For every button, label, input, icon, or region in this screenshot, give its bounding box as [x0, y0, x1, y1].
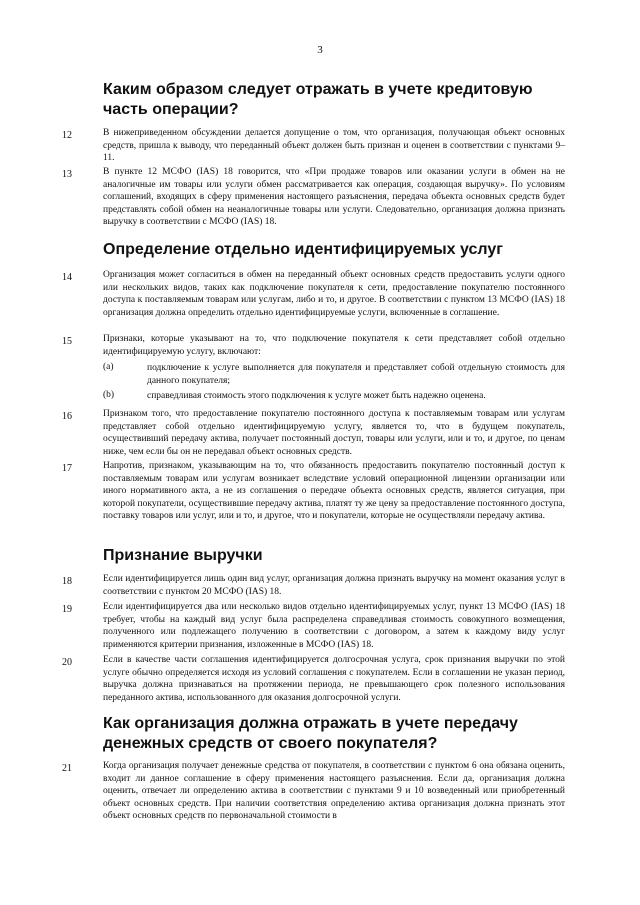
- paragraph-16: Признаком того, что предоставление покупателю постоянного доступа к поставляемым товарам или услугам представляет собой отдельно идентифицируемую услугу, является то, что в будущем покупатель, осуществивший передачу актива, получает постоянный доступ, товары или услуги, или и то, и другое, по ценам ниже, чем если бы он не передавал объект основных средств.: [103, 409, 565, 457]
- paragraph-19: Если идентифицируется два или несколько видов отдельно идентифицируемых услуг, пункт 13 МСФО (IAS) 18 требует, чтобы на каждый вид услуг была распределена справедливая стоимость совокупного возмещения, полученного или подлежащего получению в соответствии с договором, а затем к каждому виду услуг применяются критерии признания, изложенные в МСФО (IAS) 18.: [103, 602, 565, 650]
- section-heading-revenue-recognition: Признание выручки: [103, 547, 263, 564]
- paragraph-15: Признаки, которые указывают на то, что подключение покупателя к сети представляет собой отдельно идентифицируемую услугу, включают:: [103, 334, 565, 357]
- paragraph-21: Когда организация получает денежные средства от покупателя, в соответствии с пунктом 6 она обязана оценить, входит ли данное соглашение в сферу применения настоящего разъяснения. Если да, организация должна оценить, отвечает ли определению актива в соответствии с пунктами 9 и 10 возведенный или приобретенный объект основных средств. При наличии соответствия определению актива организация должна признать этот объект основных средств по первоначальной стоимости в: [103, 761, 565, 822]
- list-label-b: (b): [103, 390, 115, 400]
- paragraph-number: 20: [62, 657, 72, 668]
- paragraph-number: 16: [62, 411, 72, 422]
- paragraph-number: 21: [62, 763, 72, 774]
- paragraph-number: 18: [62, 576, 72, 587]
- paragraph-12: В нижеприведенном обсуждении делается допущение о том, что организация, получающая объект основных средств, пришла к выводу, что переданный объект должен быть признан и оценен в соответствии с пунктами 9–11.: [103, 128, 565, 164]
- section-heading-credit-side: Каким образом следует отражать в учете кредитовую часть операции?: [103, 81, 533, 118]
- paragraph-17: Напротив, признаком, указывающим на то, что обязанность предоставить покупателю постоянный доступ к поставляемым товарам или услугам возникает вследствие условий операционной лицензии организации или иного нормативного акта, а не из соглашения о передаче объекта основных средств, является ситуация, при которой покупатели, осуществившие передачу актива, платят ту же цену за предоставление постоянного доступа, поставку товаров или услуг, или и то, и другое, что и покупатели, которые не осуществляли передачу актива.: [103, 461, 565, 522]
- paragraph-number: 15: [62, 336, 72, 347]
- paragraph-number: 13: [62, 169, 72, 180]
- list-item-a: подключение к услуге выполняется для покупателя и представляет собой отдельную стоимость для данного покупателя;: [147, 363, 565, 386]
- list-label-a: (a): [103, 362, 114, 372]
- paragraph-number: 14: [62, 272, 72, 283]
- paragraph-14: Организация может согласиться в обмен на переданный объект основных средств предоставить услуги одного или нескольких видов, таких как подключение покупателя к сети, предоставление покупателю постоянного доступа к поставляемым товарам или услугам, либо и то, и другое. В соответствии с пунктом 13 МСФО (IAS) 18 организация должна определить отдельно идентифицируемые услуги, включенные в соглашение.: [103, 270, 565, 318]
- paragraph-18: Если идентифицируется лишь один вид услуг, организация должна признать выручку на момент оказания услуг в соответствии с пунктом 20 МСФО (IAS) 18.: [103, 574, 565, 597]
- paragraph-number: 12: [62, 130, 72, 141]
- paragraph-number: 17: [62, 463, 72, 474]
- section-heading-cash-transfer: Как организация должна отражать в учете передачу денежных средств от своего покупателя?: [103, 715, 518, 752]
- paragraph-number: 19: [62, 604, 72, 615]
- list-item-b: справедливая стоимость этого подключения к услуге может быть надежно оценена.: [147, 391, 486, 401]
- page-number: 3: [317, 44, 323, 56]
- paragraph-13: В пункте 12 МСФО (IAS) 18 говорится, что «При продаже товаров или оказании услуги в обмен на не аналогичные им товары или услуги обмен рассматривается как операция, создающая выручку». По условиям соглашений, входящих в сферу применения настоящего разъяснения, передача объекта основных средств будет представлять собой обмен на неаналогичные товары или услуги. Следовательно, организация должна признать выручку в соответствии с МСФО (IAS) 18.: [103, 167, 565, 228]
- section-heading-identifiable-services: Определение отдельно идентифицируемых услуг: [103, 241, 503, 258]
- paragraph-20: Если в качестве части соглашения идентифицируется долгосрочная услуга, срок признания выручки по этой услуге обычно определяется исходя из условий соглашения с покупателем. Если в соглашении не указан период, выручка должна признаваться на протяжении периода, не превышающего срок полезного использования переданного актива, использованного для оказания долгосрочной услуги.: [103, 655, 565, 703]
